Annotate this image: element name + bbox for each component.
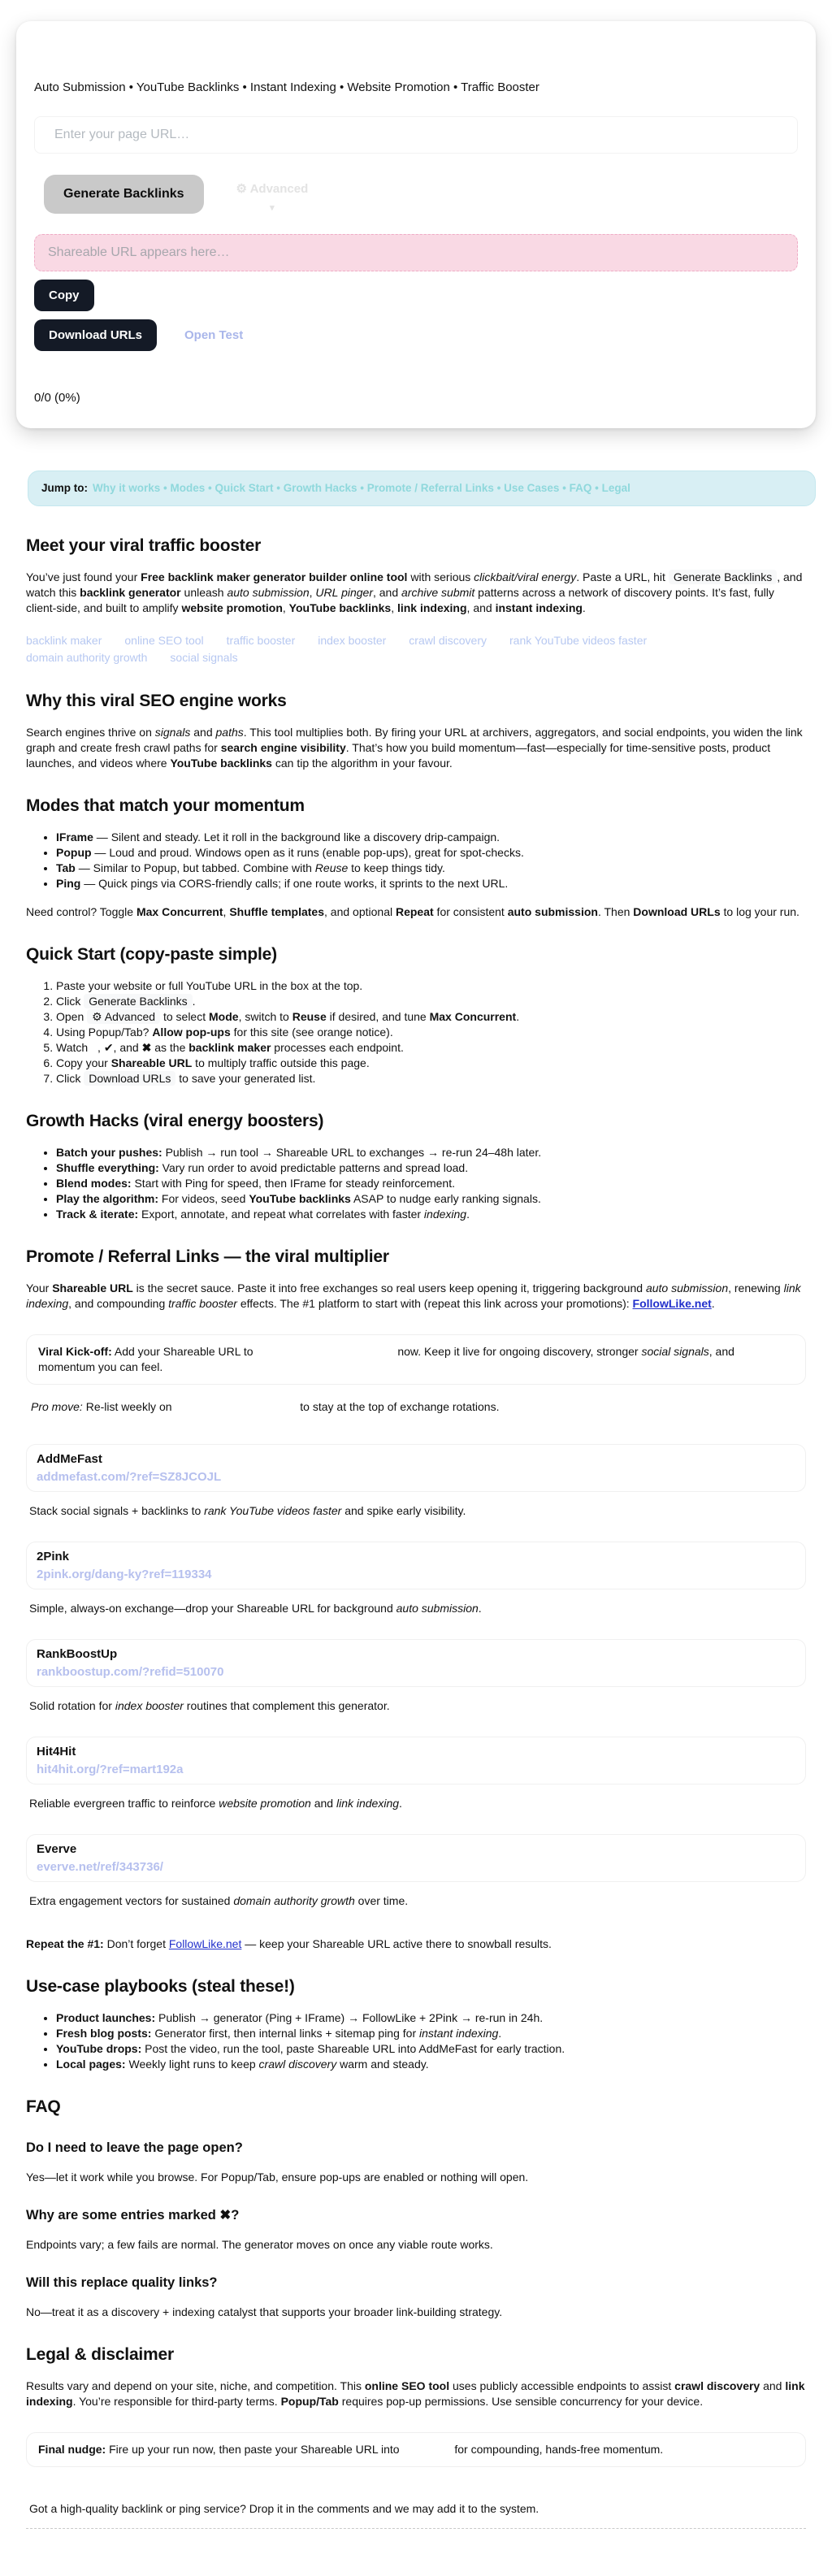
growth-list-item: • Shuffle everything: Vary run order to avoid predictable patterns and spread load. (56, 1160, 806, 1176)
referral-description: Reliable evergreen traffic to reinforce website promotion and link indexing. (29, 1797, 402, 1810)
keyword-tag-link[interactable]: index booster (318, 634, 387, 647)
chevron-down-icon: ▾ (270, 203, 275, 213)
viral-kickoff-text: Viral Kick-off: Add your Shareable URL to now. Keep it live for ongoing discovery, stronger social signals, and momentum you can feel. (38, 1345, 734, 1373)
growth-list-item: • Play the algorithm: For videos, seed YouTube backlinks ASAP to nudge early ranking signals. (56, 1191, 806, 1207)
mode-list-item: • IFrame — Silent and steady. Let it roll in the background like a discovery drip-campaign. (56, 830, 806, 845)
referral-link[interactable]: hit4hit.org/?ref=mart192a (37, 1763, 184, 1776)
legal-paragraph: Results vary and depend on your site, niche, and competition. This online SEO tool uses publicly accessible endpoints to assist crawl discovery and link indexing. You’re responsible for third-party terms. Popup/Tab requires pop-up permissions. Use sensible concurrency for your device. (26, 2379, 805, 2408)
viral-kickoff-box (26, 1334, 806, 1385)
keyword-tag-link[interactable]: social signals (170, 651, 238, 664)
referral-description: Simple, always-on exchange—drop your Shareable URL for background auto submission. (29, 1602, 482, 1615)
jump-bar (28, 471, 816, 506)
generate-row (34, 175, 798, 216)
feature-tagline: Auto Submission • YouTube Backlinks • Instant Indexing • Website Promotion • Traffic Booster (34, 80, 540, 94)
referral-link[interactable]: addmefast.com/?ref=SZ8JCOJL (37, 1470, 222, 1484)
progress-counter: 0/0 (0%) (34, 391, 80, 405)
modes-list (26, 830, 806, 891)
comments-divider (26, 2528, 806, 2529)
comment-prompt: Got a high-quality backlink or ping service? Drop it in the comments and we may add it to the system. (29, 2502, 540, 2515)
why-heading: Why this viral SEO engine works (26, 692, 287, 710)
faq-heading: FAQ (26, 2097, 61, 2116)
faq-answer: Endpoints vary; a few fails are normal. The generator moves on once any viable route works. (26, 2238, 493, 2251)
faq-question: Why are some entries marked ✖? (26, 2208, 240, 2223)
referral-name: Everve (37, 1842, 77, 1856)
keyword-tag-link[interactable]: domain authority growth (26, 651, 148, 664)
keyword-tag-link[interactable]: traffic booster (226, 634, 296, 647)
gear-icon-label: ⚙ Advanced (236, 182, 309, 196)
referral-description: Extra engagement vectors for sustained domain authority growth over time. (29, 1894, 409, 1907)
control-paragraph: Need control? Toggle Max Concurrent, Shuffle templates, and optional Repeat for consistent auto submission. Then Download URLs to log your run. (26, 905, 800, 918)
referral-link[interactable]: 2pink.org/dang-ky?ref=119334 (37, 1568, 212, 1581)
faq-question: Will this replace quality links? (26, 2275, 218, 2290)
growth-list-item: • Track & iterate: Export, annotate, and repeat what correlates with faster indexing. (56, 1207, 806, 1222)
mode-list-item: • Tab — Similar to Popup, but tabbed. Combine with Reuse to keep things tidy. (56, 861, 806, 876)
download-urls-button[interactable]: Download URLs (34, 319, 157, 351)
article-body (0, 506, 832, 2576)
generate-backlinks-button[interactable]: Generate Backlinks (44, 175, 204, 214)
jump-link[interactable]: Quick Start • (215, 482, 284, 494)
final-nudge-text: Final nudge: Fire up your run now, then paste your Shareable URL into for compounding, hands-free momentum. (38, 2443, 664, 2456)
advanced-toggle[interactable] (236, 175, 309, 216)
faq-answer: No—treat it as a discovery + indexing catalyst that supports your broader link-building strategy. (26, 2305, 503, 2318)
referral-card (26, 1834, 806, 1882)
shareable-url-field[interactable] (34, 234, 798, 271)
growth-list-item: • Batch your pushes: Publish → run tool → Shareable URL to exchanges → re-run 24–48h later. (56, 1145, 806, 1160)
quickstart-steps (26, 978, 806, 1086)
usecase-list-item: • Product launches: Publish → generator (Ping + IFrame) → FollowLike + 2Pink → re-run in 24h. (56, 2010, 806, 2026)
legal-heading: Legal & disclaimer (26, 2345, 174, 2364)
usecase-list-item: • YouTube drops: Post the video, run the tool, paste Shareable URL into AddMeFast for early traction. (56, 2041, 806, 2057)
growth-heading: Growth Hacks (viral energy boosters) (26, 1112, 324, 1130)
quickstart-step: 6. Copy your Shareable URL to multiply traffic outside this page. (56, 1056, 806, 1071)
quickstart-step: 4. Using Popup/Tab? Allow pop-ups for this site (see orange notice). (56, 1025, 806, 1040)
keyword-tag-link[interactable]: backlink maker (26, 634, 102, 647)
keyword-tag-link[interactable]: rank YouTube videos faster (509, 634, 648, 647)
quickstart-step: 7. Click Download URLs to save your generated list. (56, 1071, 806, 1086)
repeat-note: Repeat the #1: Don’t forget FollowLike.net — keep your Shareable URL active there to snowball results. (26, 1937, 552, 1950)
keyword-tag-link[interactable]: crawl discovery (409, 634, 487, 647)
growth-list (26, 1145, 806, 1222)
referral-card (26, 1639, 806, 1687)
quickstart-step: 5. Watch , ✔, and ✖ as the backlink maker processes each endpoint. (56, 1040, 806, 1056)
referral-cards (26, 1444, 806, 1909)
referral-name: Hit4Hit (37, 1745, 76, 1759)
url-input[interactable] (34, 116, 798, 154)
referral-card (26, 1444, 806, 1492)
quickstart-heading: Quick Start (copy-paste simple) (26, 945, 277, 964)
referral-link[interactable]: rankboostup.com/?refid=510070 (37, 1665, 224, 1679)
faq-question: Do I need to leave the page open? (26, 2140, 243, 2155)
followlike-link[interactable]: FollowLike.net (632, 1297, 712, 1310)
copy-button[interactable]: Copy (34, 280, 94, 311)
usecase-list-item: • Fresh blog posts: Generator first, then internal links + sitemap ping for instant indexing. (56, 2026, 806, 2041)
jump-label: Jump to: (41, 482, 88, 494)
referral-name: RankBoostUp (37, 1647, 118, 1661)
intro-heading: Meet your viral traffic booster (26, 536, 262, 555)
referral-name: 2Pink (37, 1550, 70, 1563)
mode-list-item: • Ping — Quick pings via CORS-friendly calls; if one route works, it sprints to the next URL. (56, 876, 806, 891)
referral-link[interactable]: everve.net/ref/343736/ (37, 1860, 163, 1874)
growth-list-item: • Blend modes: Start with Ping for speed, then IFrame for steady reinforcement. (56, 1176, 806, 1191)
usecases-list (26, 2010, 806, 2072)
final-nudge-box (26, 2432, 806, 2467)
jump-link[interactable]: Legal (601, 482, 630, 494)
jump-link[interactable]: FAQ • (570, 482, 602, 494)
open-test-link[interactable]: Open Test (184, 328, 244, 342)
referral-description: Stack social signals + backlinks to rank YouTube videos faster and spike early visibility. (29, 1504, 466, 1517)
jump-link[interactable]: Why it works • (93, 482, 171, 494)
keyword-tag-link[interactable]: online SEO tool (124, 634, 204, 647)
modes-heading: Modes that match your momentum (26, 796, 305, 815)
referral-name: AddMeFast (37, 1452, 102, 1466)
jump-link[interactable]: Promote / Referral Links • (367, 482, 504, 494)
promote-heading: Promote / Referral Links — the viral multiplier (26, 1247, 389, 1266)
faq-answer: Yes—let it work while you browse. For Popup/Tab, ensure pop-ups are enabled or nothing will open. (26, 2171, 529, 2184)
generator-card (16, 21, 816, 428)
pro-move-text: Pro move: Re-list weekly on to stay at the top of exchange rotations. (31, 1400, 500, 1413)
followlike-link[interactable]: FollowLike.net (168, 1937, 242, 1950)
referral-card (26, 1737, 806, 1785)
referral-card (26, 1542, 806, 1589)
jump-link[interactable]: Modes • (171, 482, 215, 494)
quickstart-step: 3. Open ⚙ Advanced to select Mode, switch to Reuse if desired, and tune Max Concurrent. (56, 1009, 806, 1025)
quickstart-step: 1. Paste your website or full YouTube URL in the box at the top. (56, 978, 806, 994)
jump-link[interactable]: Use Cases • (504, 482, 570, 494)
faq-list (26, 2140, 806, 2320)
why-paragraph: Search engines thrive on signals and paths. This tool multiplies both. By firing your URL at archivers, aggregators, and social endpoints, you widen the link graph and create fresh crawl paths for search engine visibility. That’s how you build momentum—fast—especially for time-sensitive posts, product launches, and videos where YouTube backlinks can tip the algorithm in your favour. (26, 726, 803, 770)
jump-link[interactable]: Growth Hacks • (284, 482, 367, 494)
intro-paragraph: You’ve just found your Free backlink maker generator builder online tool with serious clickbait/viral energy. Paste a URL, hit Generate Backlinks , and watch this backlink generator unleash auto submission, URL pinger, and archive submit patterns across a network of discovery points. It’s fast, fully client-side, and built to amplify website promotion, YouTube backlinks, link indexing, and instant indexing. (26, 570, 803, 614)
keyword-tags (26, 632, 806, 666)
usecases-heading: Use-case playbooks (steal these!) (26, 1977, 295, 1996)
promote-paragraph: Your Shareable URL is the secret sauce. Paste it into free exchanges so real users keep opening it, triggering background auto submission, renewing link indexing, and compounding traffic booster effects. The #1 platform to start with (repeat this link across your promotions): FollowLike.net. (26, 1281, 801, 1310)
usecase-list-item: • Local pages: Weekly light runs to keep crawl discovery warm and steady. (56, 2057, 806, 2072)
quickstart-step: 2. Click Generate Backlinks . (56, 994, 806, 1009)
mode-list-item: • Popup — Loud and proud. Windows open as it runs (enable pop-ups), great for spot-checks. (56, 845, 806, 861)
referral-description: Solid rotation for index booster routines that complement this generator. (29, 1699, 390, 1712)
